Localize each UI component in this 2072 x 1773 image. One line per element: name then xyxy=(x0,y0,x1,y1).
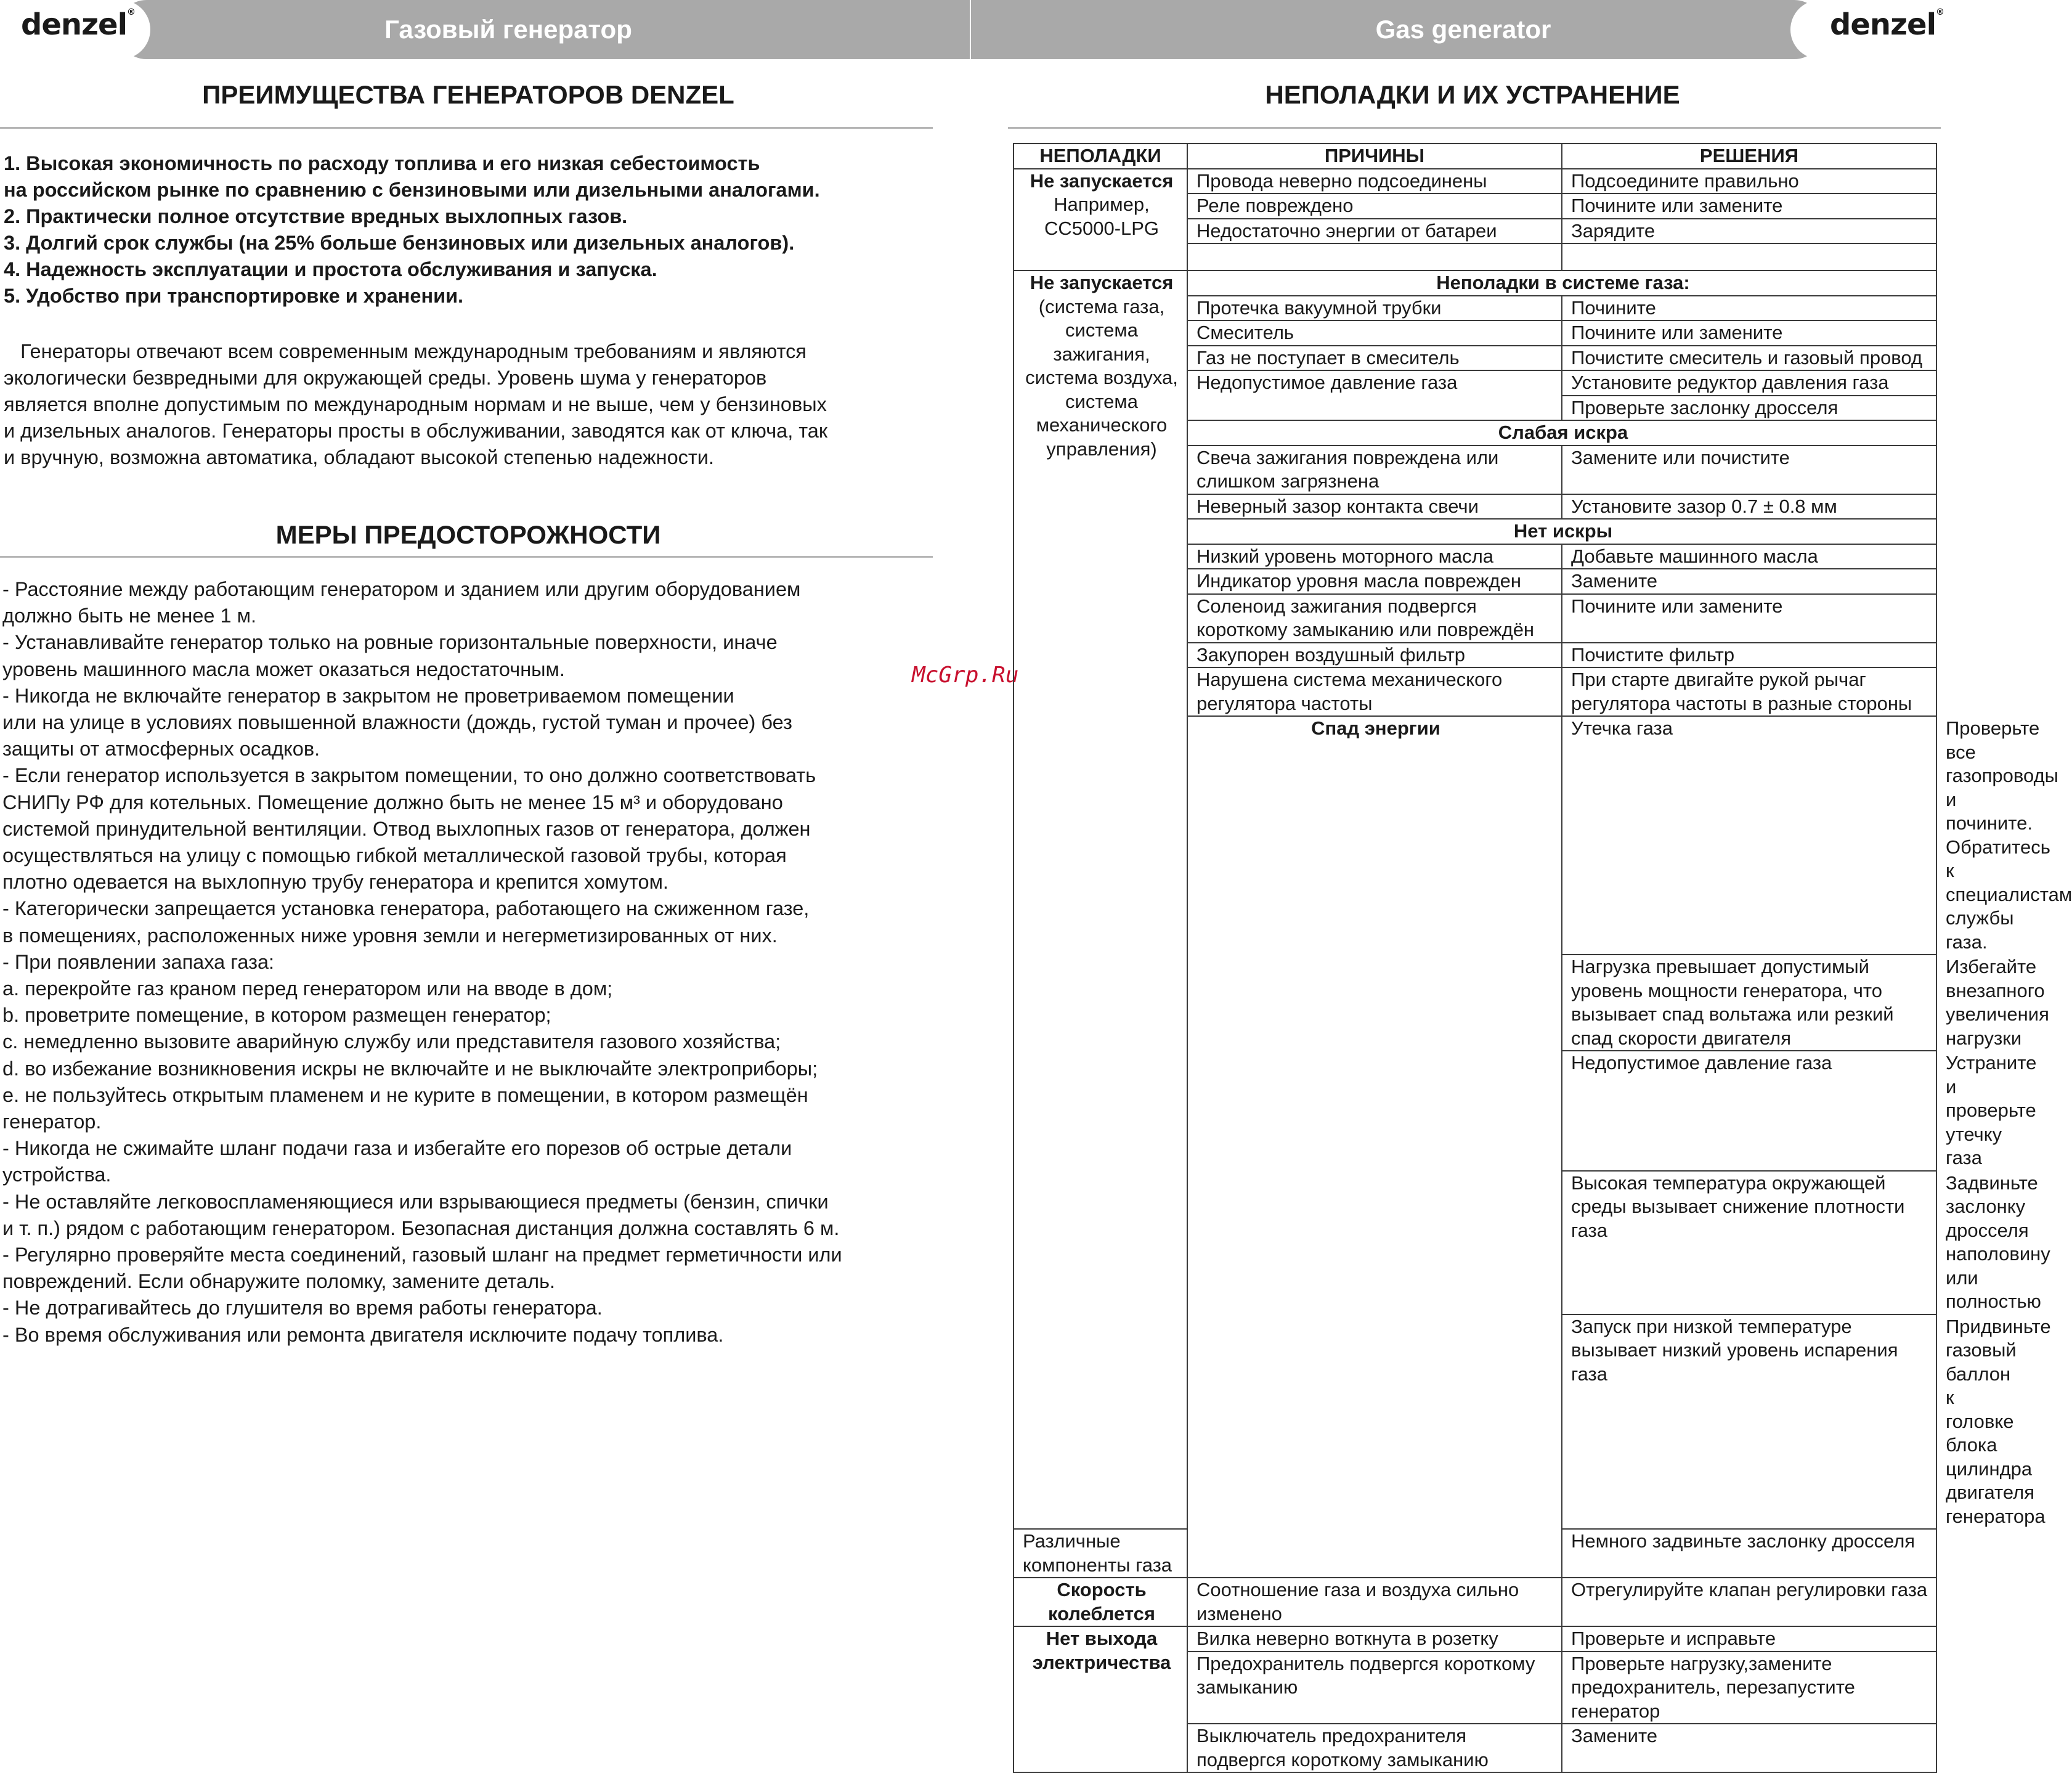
empty-cell xyxy=(1562,243,1936,271)
precaution-line: защиты от атмосферных осадков. xyxy=(2,738,320,760)
table-row xyxy=(1014,271,1936,296)
precaution-line: - Расстояние между работающим генератором и зданием или другим оборудованием xyxy=(2,578,801,600)
advantage-line: на российском рынке по сравнению с бензиновыми или дизельными аналогами. xyxy=(4,179,820,201)
solution-cell: Подсоедините правильно xyxy=(1562,169,1936,194)
troubleshooting-rule xyxy=(1008,127,1941,129)
precaution-line: c. немедленно вызовите аварийную службу или представителя газового хозяйства; xyxy=(2,1030,781,1053)
category-note: (система газа, система зажигания, система воздуха, система механического управления) xyxy=(1025,295,1178,460)
cause-cell: Смеситель xyxy=(1187,320,1562,346)
header-title-en: Gas generator xyxy=(1375,15,1551,44)
solution-cell: Добавьте машинного масла xyxy=(1562,544,1936,569)
table-row: Запуск при низкой температуре вызывает низкий уровень испарения газа Придвиньте газовый баллон к головке блока цилиндра двигателя генератора xyxy=(1014,1314,1936,1530)
solution-cell: Проверьте заслонку дросселя xyxy=(1562,396,1936,421)
advantage-line: 2. Практически полное отсутствие вредных выхлопных газов. xyxy=(4,205,628,227)
cause-cell: Соленоид зажигания подвергся короткому замыканию или повреждён xyxy=(1187,594,1562,643)
brand-logo-left: denzel® xyxy=(21,7,136,42)
cause-cell: Недопустимое давление газа xyxy=(1187,370,1562,420)
cause-cell: Недопустимое давление газа xyxy=(1562,1051,1936,1171)
paragraph-line: является вполне допустимым по международным нормам и не выше, чем у бензиновых xyxy=(4,393,827,415)
precaution-line: уровень машинного масла может оказаться недостаточным. xyxy=(2,658,565,680)
cause-cell: Низкий уровень моторного масла xyxy=(1187,544,1562,569)
solution-cell: Замените или почистите xyxy=(1562,446,1936,494)
table-row: Нагрузка превышает допустимый уровень мощности генератора, что вызывает спад вольтажа или резкий спад скорости двигателя Избегайте внезапного увеличения нагрузки xyxy=(1014,955,1936,1051)
precaution-line: a. перекройте газ краном перед генератором или на вводе в дом; xyxy=(2,977,613,1000)
solution-cell: Немного задвиньте заслонку дросселя xyxy=(1562,1529,1936,1578)
cause-cell: Высокая температура окружающей среды вызывает снижение плотности газа xyxy=(1562,1171,1936,1314)
table-row xyxy=(1014,169,1936,194)
solution-cell: Почините или замените xyxy=(1562,594,1936,643)
category-cell xyxy=(1187,716,1562,1578)
category-cell xyxy=(1014,169,1187,271)
paragraph-line: Генераторы отвечают всем современным международным требованиям и являются xyxy=(4,340,806,362)
precaution-line: повреждений. Если обнаружите поломку, замените деталь. xyxy=(2,1270,556,1293)
precaution-line: системой принудительной вентиляции. Отвод выхлопных газов от генератора, должен xyxy=(2,817,811,840)
solution-cell: Почистите фильтр xyxy=(1562,643,1936,668)
cause-cell: Нарушена система механического регулятора частоты xyxy=(1187,667,1562,716)
precaution-line: должно быть не менее 1 м. xyxy=(2,605,256,627)
category-title: Нет выхода электричества xyxy=(1032,1628,1171,1673)
cause-cell: Утечка газа xyxy=(1562,716,1936,955)
cause-cell: Закупорен воздушный фильтр xyxy=(1187,643,1562,668)
solution-cell: Установите зазор 0.7 ± 0.8 мм xyxy=(1562,494,1936,520)
advantage-line: 1. Высокая экономичность по расходу топлива и его низкая себестоимость xyxy=(4,152,760,174)
cause-cell: Выключатель предохранителя подвергся короткому замыканию xyxy=(1187,1724,1562,1772)
subheading-weak-spark: Слабая искра xyxy=(1187,420,1936,446)
advantage-line: 4. Надежность эксплуатации и простота обслуживания и запуска. xyxy=(4,258,657,280)
paragraph-line: и дизельных аналогов. Генераторы просты в обслуживании, заводятся как от ключа, так xyxy=(4,420,828,442)
table-row: Высокая температура окружающей среды вызывает снижение плотности газа Задвиньте заслонку дросселя наполовину или полностью xyxy=(1014,1171,1936,1314)
solution-cell: Почините xyxy=(1562,296,1936,321)
subheading-gas-system: Неполадки в системе газа: xyxy=(1187,271,1936,296)
cause-cell: Протечка вакуумной трубки xyxy=(1187,296,1562,321)
precautions-rule xyxy=(0,556,933,558)
header-divider xyxy=(970,0,971,59)
table-row: Недопустимое давление газа Устраните и проверьте утечку газа xyxy=(1014,1051,1936,1171)
empty-cell xyxy=(1187,243,1562,271)
logo-container-right xyxy=(1790,0,1944,59)
precaution-line: плотно одевается на выхлопную трубу генератора и крепится хомутом. xyxy=(2,871,668,894)
category-cell xyxy=(1014,271,1187,1529)
advantage-line: 5. Удобство при транспортировке и хранении. xyxy=(4,285,464,307)
precaution-line: - Никогда не сжимайте шланг подачи газа и избегайте его порезов об острые детали xyxy=(2,1137,792,1160)
precautions-heading: МЕРЫ ПРЕДОСТОРОЖНОСТИ xyxy=(275,520,661,549)
solution-cell: Проверьте нагрузку,замените предохранитель, перезапустите генератор xyxy=(1562,1652,1936,1724)
watermark: McGrp.Ru xyxy=(912,662,1019,688)
solution-cell: Почистите смеситель и газовый провод xyxy=(1562,346,1936,371)
solution-cell: Замените xyxy=(1562,569,1936,594)
precaution-line: или на улице в условиях повышенной влажности (дождь, густой туман и прочее) без xyxy=(2,711,792,734)
precaution-line: - Категорически запрещается установка генератора, работающего на сжиженном газе, xyxy=(2,897,810,920)
subheading-no-spark: Нет искры xyxy=(1187,519,1936,544)
solution-cell: Отрегулируйте клапан регулировки газа xyxy=(1562,1578,1936,1626)
category-title: Спад энергии xyxy=(1311,717,1440,739)
col-header-causes: ПРИЧИНЫ xyxy=(1187,144,1562,169)
solution-cell: Зарядите xyxy=(1562,219,1936,244)
table-row xyxy=(1014,1578,1936,1626)
cause-cell: Различные компоненты газа xyxy=(1014,1529,1187,1578)
advantages-paragraph xyxy=(4,338,940,471)
category-title: Не запускается xyxy=(1030,272,1174,293)
precaution-line: - Регулярно проверяйте места соединений, газовый шланг на предмет герметичности или xyxy=(2,1244,842,1266)
table-row: Спад энергии Утечка газа Проверьте все газопроводы и почините. Обратитесь к специалистам службы газа. xyxy=(1014,716,1936,955)
solution-cell: Почините или замените xyxy=(1562,194,1936,219)
precaution-line: - При появлении запаха газа: xyxy=(2,950,275,973)
advantages-rule xyxy=(0,127,933,129)
cause-cell: Индикатор уровня масла поврежден xyxy=(1187,569,1562,594)
paragraph-line: и вручную, возможна автоматика, обладают высокой степенью надежности. xyxy=(4,446,714,468)
precaution-line: и т. п.) рядом с работающим генератором. Безопасная дистанция должна составлять 6 м. xyxy=(2,1217,840,1239)
solution-cell: Замените xyxy=(1562,1724,1936,1772)
precaution-line: - Не дотрагивайтесь до глушителя во время работы генератора. xyxy=(2,1297,603,1319)
troubleshooting-heading: НЕПОЛАДКИ И ИХ УСТРАНЕНИЕ xyxy=(1265,80,1680,109)
table-row xyxy=(1014,1626,1936,1652)
cause-cell: Газ не поступает в смеситель xyxy=(1187,346,1562,371)
category-cell xyxy=(1014,1578,1187,1626)
precaution-line: e. не пользуйтесь открытым пламенем и не курите в помещении, в котором размещён xyxy=(2,1083,808,1106)
precaution-line: генератор. xyxy=(2,1111,102,1133)
troubleshooting-table xyxy=(1013,143,2072,1773)
category-title: Скорость колеблется xyxy=(1048,1579,1155,1624)
precaution-line: СНИПу РФ для котельных. Помещение должно быть не менее 15 м³ и оборудовано xyxy=(2,791,783,813)
solution-cell: При старте двигайте рукой рычаг регулятора частоты в разные стороны xyxy=(1562,667,1936,716)
cause-cell: Вилка неверно воткнута в розетку xyxy=(1187,1626,1562,1652)
precaution-line: - Никогда не включайте генератор в закрытом не проветриваемом помещении xyxy=(2,684,734,707)
logo-container-left xyxy=(0,0,150,59)
category-title: Не запускается xyxy=(1030,169,1174,192)
precautions-list xyxy=(2,576,951,1348)
cause-cell: Соотношение газа и воздуха сильно изменено xyxy=(1187,1578,1562,1626)
cause-cell: Предохранитель подвергся короткому замыканию xyxy=(1187,1652,1562,1724)
precaution-line: осуществляться на улицу с помощью гибкой металлической газовой трубы, которая xyxy=(2,844,787,867)
header-title-ru: Газовый генератор xyxy=(384,15,632,44)
precaution-line: в помещениях, расположенных ниже уровня земли и негерметизированных от них. xyxy=(2,924,778,947)
cause-cell: Запуск при низкой температуре вызывает низкий уровень испарения газа xyxy=(1562,1314,1936,1530)
precaution-line: - Во время обслуживания или ремонта двигателя исключите подачу топлива. xyxy=(2,1323,724,1346)
cause-cell: Свеча зажигания повреждена или слишком загрязнена xyxy=(1187,446,1562,494)
col-header-problems: НЕПОЛАДКИ xyxy=(1014,144,1187,169)
paragraph-line: экологически безвредными для окружающей среды. Уровень шума у генераторов xyxy=(4,367,767,389)
advantage-line: 3. Долгий срок службы (на 25% больше бензиновых или дизельных аналогов). xyxy=(4,232,795,254)
col-header-solutions: РЕШЕНИЯ xyxy=(1562,144,1936,169)
advantages-heading: ПРЕИМУЩЕСТВА ГЕНЕРАТОРОВ DENZEL xyxy=(202,80,734,109)
cause-cell: Недостаточно энергии от батареи xyxy=(1187,219,1562,244)
category-note: Например, CC5000-LPG xyxy=(1044,194,1160,239)
precaution-line: - Устанавливайте генератор только на ровные горизонтальные поверхности, иначе xyxy=(2,631,778,654)
precaution-line: устройства. xyxy=(2,1164,112,1186)
precaution-line: d. во избежание возникновения искры не включайте и не выключайте электроприборы; xyxy=(2,1057,818,1080)
solution-cell: Почините или замените xyxy=(1562,320,1936,346)
cause-cell: Реле повреждено xyxy=(1187,194,1562,219)
solution-cell: Установите редуктор давления газа xyxy=(1562,370,1936,396)
precaution-line: - Не оставляйте легковоспламеняющиеся или взрывающиеся предметы (бензин, спички xyxy=(2,1190,829,1213)
cause-cell: Нагрузка превышает допустимый уровень мощности генератора, что вызывает спад вольтажа или резкий спад скорости двигателя xyxy=(1562,955,1936,1051)
table-header-row xyxy=(1014,144,1936,169)
cause-cell: Неверный зазор контакта свечи xyxy=(1187,494,1562,520)
precaution-line: b. проветрите помещение, в котором размещен генератор; xyxy=(2,1004,551,1027)
solution-cell: Проверьте и исправьте xyxy=(1562,1626,1936,1652)
precaution-line: - Если генератор используется в закрытом помещении, то оно должно соответствовать xyxy=(2,764,816,787)
advantages-list xyxy=(4,150,940,309)
category-cell xyxy=(1014,1626,1187,1772)
cause-cell: Провода неверно подсоединены xyxy=(1187,169,1562,194)
brand-logo-right: denzel® xyxy=(1830,7,1944,42)
